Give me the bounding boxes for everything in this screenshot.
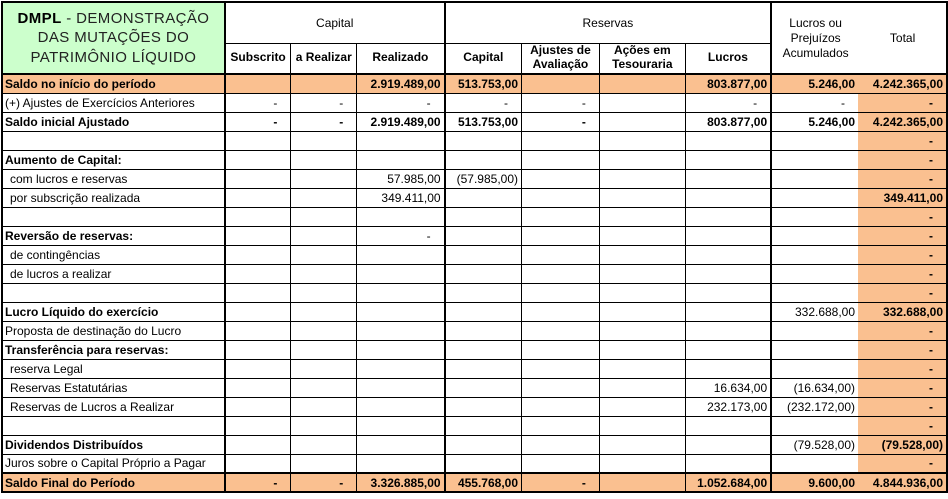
cell-total: - bbox=[858, 169, 947, 188]
cell-lucros bbox=[685, 435, 771, 454]
cell-subscrito bbox=[225, 302, 291, 321]
cell-acoes-tesouraria bbox=[599, 207, 685, 226]
cell-lucros-prejuizos-acumulados bbox=[771, 416, 858, 435]
cell-reservas-capital bbox=[445, 264, 522, 283]
row-label: de contingências bbox=[2, 245, 225, 264]
cell-lucros-prejuizos-acumulados bbox=[771, 454, 858, 473]
cell-lucros-prejuizos-acumulados bbox=[771, 245, 858, 264]
cell-realizado bbox=[357, 150, 445, 169]
cell-lucros bbox=[685, 226, 771, 245]
cell-ajustes-avaliacao: - bbox=[522, 93, 600, 112]
cell-reservas-capital: 513.753,00 bbox=[445, 74, 522, 93]
cell-subscrito bbox=[225, 454, 291, 473]
cell-lucros-prejuizos-acumulados bbox=[771, 283, 858, 302]
cell-ajustes-avaliacao bbox=[522, 397, 600, 416]
row-label: Juros sobre o Capital Próprio a Pagar bbox=[2, 454, 225, 473]
cell-subscrito bbox=[225, 321, 291, 340]
row-label: Saldo Final do Período bbox=[2, 473, 225, 492]
table-row bbox=[2, 359, 947, 378]
cell-lucros bbox=[685, 283, 771, 302]
cell-reservas-capital bbox=[445, 435, 522, 454]
cell-realizado: - bbox=[357, 226, 445, 245]
table-row bbox=[2, 93, 947, 112]
cell-acoes-tesouraria bbox=[599, 169, 685, 188]
cell-lucros: - bbox=[685, 93, 771, 112]
cell-acoes-tesouraria bbox=[599, 150, 685, 169]
cell-ajustes-avaliacao bbox=[522, 340, 600, 359]
table-row bbox=[2, 378, 947, 397]
cell-acoes-tesouraria bbox=[599, 340, 685, 359]
cell-a-realizar bbox=[291, 207, 357, 226]
cell-reservas-capital: 455.768,00 bbox=[445, 473, 522, 492]
cell-reservas-capital: 513.753,00 bbox=[445, 112, 522, 131]
cell-a-realizar bbox=[291, 435, 357, 454]
column-header-lucros: Lucros bbox=[685, 43, 771, 74]
column-group-capital: Capital bbox=[225, 2, 445, 43]
cell-acoes-tesouraria bbox=[599, 74, 685, 93]
cell-lucros-prejuizos-acumulados bbox=[771, 359, 858, 378]
cell-total: - bbox=[858, 378, 947, 397]
cell-lucros-prejuizos-acumulados bbox=[771, 169, 858, 188]
cell-realizado: 2.919.489,00 bbox=[357, 112, 445, 131]
cell-ajustes-avaliacao bbox=[522, 359, 600, 378]
cell-subscrito bbox=[225, 359, 291, 378]
cell-reservas-capital bbox=[445, 302, 522, 321]
cell-ajustes-avaliacao bbox=[522, 150, 600, 169]
cell-lucros-prejuizos-acumulados: 5.246,00 bbox=[771, 112, 858, 131]
cell-ajustes-avaliacao bbox=[522, 283, 600, 302]
cell-acoes-tesouraria bbox=[599, 359, 685, 378]
row-label: por subscrição realizada bbox=[2, 188, 225, 207]
cell-ajustes-avaliacao bbox=[522, 321, 600, 340]
cell-total: - bbox=[858, 150, 947, 169]
cell-reservas-capital bbox=[445, 283, 522, 302]
row-label: Proposta de destinação do Lucro bbox=[2, 321, 225, 340]
cell-a-realizar bbox=[291, 150, 357, 169]
cell-subscrito bbox=[225, 131, 291, 150]
cell-reservas-capital bbox=[445, 131, 522, 150]
cell-realizado bbox=[357, 264, 445, 283]
cell-total: 349.411,00 bbox=[858, 188, 947, 207]
column-header-reservas-capital: Capital bbox=[445, 43, 522, 74]
cell-reservas-capital bbox=[445, 359, 522, 378]
cell-realizado bbox=[357, 302, 445, 321]
cell-subscrito bbox=[225, 207, 291, 226]
column-header-subscrito: Subscrito bbox=[225, 43, 291, 74]
column-header-a-realizar: a Realizar bbox=[291, 43, 357, 74]
cell-acoes-tesouraria bbox=[599, 245, 685, 264]
cell-ajustes-avaliacao bbox=[522, 302, 600, 321]
column-header-lucros-prejuizos-acumulados: Lucros ou Prejuízos Acumulados bbox=[782, 15, 849, 60]
cell-reservas-capital bbox=[445, 207, 522, 226]
cell-realizado bbox=[357, 283, 445, 302]
table-row bbox=[2, 112, 947, 131]
table-row bbox=[2, 226, 947, 245]
cell-lucros-prejuizos-acumulados: 332.688,00 bbox=[771, 302, 858, 321]
cell-total: 4.844.936,00 bbox=[858, 473, 947, 492]
table-row bbox=[2, 435, 947, 454]
cell-subscrito bbox=[225, 245, 291, 264]
table-row bbox=[2, 169, 947, 188]
cell-lucros bbox=[685, 131, 771, 150]
cell-a-realizar bbox=[291, 188, 357, 207]
cell-reservas-capital bbox=[445, 378, 522, 397]
table-row bbox=[2, 454, 947, 473]
table-row bbox=[2, 321, 947, 340]
table-row bbox=[2, 245, 947, 264]
cell-ajustes-avaliacao bbox=[522, 169, 600, 188]
cell-total: - bbox=[858, 93, 947, 112]
cell-ajustes-avaliacao bbox=[522, 131, 600, 150]
row-label: reserva Legal bbox=[2, 359, 225, 378]
table-row bbox=[2, 131, 947, 150]
cell-lucros bbox=[685, 169, 771, 188]
cell-lucros-prejuizos-acumulados bbox=[771, 340, 858, 359]
cell-realizado bbox=[357, 378, 445, 397]
cell-reservas-capital bbox=[445, 397, 522, 416]
cell-lucros: 232.173,00 bbox=[685, 397, 771, 416]
table-row bbox=[2, 264, 947, 283]
statement-title-line1: - DEMONSTRAÇÃO bbox=[61, 9, 210, 27]
cell-subscrito: - bbox=[225, 93, 291, 112]
cell-lucros-prejuizos-acumulados: (79.528,00) bbox=[771, 435, 858, 454]
cell-acoes-tesouraria bbox=[599, 93, 685, 112]
table-row bbox=[2, 340, 947, 359]
cell-realizado: 57.985,00 bbox=[357, 169, 445, 188]
cell-reservas-capital: - bbox=[445, 93, 522, 112]
cell-lucros bbox=[685, 416, 771, 435]
cell-lucros-prejuizos-acumulados: - bbox=[771, 93, 858, 112]
column-header-realizado: Realizado bbox=[357, 43, 445, 74]
row-label: Saldo inicial Ajustado bbox=[2, 112, 225, 131]
row-label: Dividendos Distribuídos bbox=[2, 435, 225, 454]
table-row bbox=[2, 416, 947, 435]
cell-realizado: 3.326.885,00 bbox=[357, 473, 445, 492]
cell-realizado: 349.411,00 bbox=[357, 188, 445, 207]
cell-total: (79.528,00) bbox=[858, 435, 947, 454]
cell-subscrito bbox=[225, 378, 291, 397]
table-row bbox=[2, 473, 947, 492]
cell-subscrito: - bbox=[225, 112, 291, 131]
cell-lucros-prejuizos-acumulados: (16.634,00) bbox=[771, 378, 858, 397]
cell-lucros: 1.052.684,00 bbox=[685, 473, 771, 492]
row-label bbox=[2, 131, 225, 150]
row-label: Lucro Líquido do exercício bbox=[2, 302, 225, 321]
group-header-row bbox=[2, 2, 947, 43]
table-row bbox=[2, 74, 947, 93]
cell-lucros bbox=[685, 359, 771, 378]
dmpl-statement-table bbox=[1, 1, 948, 493]
cell-ajustes-avaliacao bbox=[522, 226, 600, 245]
cell-ajustes-avaliacao: - bbox=[522, 112, 600, 131]
cell-ajustes-avaliacao bbox=[522, 74, 600, 93]
cell-acoes-tesouraria bbox=[599, 454, 685, 473]
cell-a-realizar: - bbox=[291, 93, 357, 112]
cell-lucros bbox=[685, 340, 771, 359]
cell-realizado bbox=[357, 131, 445, 150]
cell-a-realizar bbox=[291, 226, 357, 245]
cell-lucros: 16.634,00 bbox=[685, 378, 771, 397]
row-label: Transferência para reservas: bbox=[2, 340, 225, 359]
cell-lucros-prejuizos-acumulados: 9.600,00 bbox=[771, 473, 858, 492]
table-row bbox=[2, 283, 947, 302]
cell-acoes-tesouraria bbox=[599, 264, 685, 283]
cell-total: - bbox=[858, 397, 947, 416]
cell-reservas-capital bbox=[445, 416, 522, 435]
cell-realizado bbox=[357, 340, 445, 359]
cell-acoes-tesouraria bbox=[599, 321, 685, 340]
column-header-total: Total bbox=[889, 31, 916, 45]
cell-realizado: 2.919.489,00 bbox=[357, 74, 445, 93]
row-label bbox=[2, 283, 225, 302]
cell-a-realizar bbox=[291, 302, 357, 321]
column-header-acoes-tesouraria: Ações em Tesouraria bbox=[599, 43, 685, 74]
row-label bbox=[2, 416, 225, 435]
row-label: com lucros e reservas bbox=[2, 169, 225, 188]
cell-lucros bbox=[685, 207, 771, 226]
table-row bbox=[2, 150, 947, 169]
cell-a-realizar bbox=[291, 131, 357, 150]
cell-realizado: - bbox=[357, 93, 445, 112]
cell-realizado bbox=[357, 321, 445, 340]
cell-ajustes-avaliacao bbox=[522, 416, 600, 435]
cell-reservas-capital bbox=[445, 226, 522, 245]
cell-total: - bbox=[858, 207, 947, 226]
cell-acoes-tesouraria bbox=[599, 226, 685, 245]
table-row bbox=[2, 207, 947, 226]
row-label: Reservas de Lucros a Realizar bbox=[2, 397, 225, 416]
cell-subscrito bbox=[225, 150, 291, 169]
cell-realizado bbox=[357, 435, 445, 454]
cell-lucros-prejuizos-acumulados bbox=[771, 188, 858, 207]
cell-lucros bbox=[685, 264, 771, 283]
cell-reservas-capital bbox=[445, 150, 522, 169]
cell-a-realizar: - bbox=[291, 112, 357, 131]
cell-acoes-tesouraria bbox=[599, 378, 685, 397]
cell-reservas-capital bbox=[445, 188, 522, 207]
cell-subscrito bbox=[225, 74, 291, 93]
cell-realizado bbox=[357, 245, 445, 264]
cell-ajustes-avaliacao bbox=[522, 245, 600, 264]
cell-total: 4.242.365,00 bbox=[858, 112, 947, 131]
cell-subscrito bbox=[225, 416, 291, 435]
cell-reservas-capital bbox=[445, 321, 522, 340]
cell-lucros-prejuizos-acumulados: 5.246,00 bbox=[771, 74, 858, 93]
cell-ajustes-avaliacao bbox=[522, 378, 600, 397]
cell-subscrito bbox=[225, 188, 291, 207]
cell-total: - bbox=[858, 131, 947, 150]
cell-ajustes-avaliacao bbox=[522, 188, 600, 207]
cell-realizado bbox=[357, 359, 445, 378]
cell-lucros bbox=[685, 245, 771, 264]
cell-lucros-prejuizos-acumulados: (232.172,00) bbox=[771, 397, 858, 416]
cell-total: 4.242.365,00 bbox=[858, 74, 947, 93]
cell-acoes-tesouraria bbox=[599, 131, 685, 150]
cell-lucros-prejuizos-acumulados bbox=[771, 264, 858, 283]
cell-realizado bbox=[357, 416, 445, 435]
cell-acoes-tesouraria bbox=[599, 416, 685, 435]
cell-ajustes-avaliacao bbox=[522, 435, 600, 454]
cell-lucros bbox=[685, 321, 771, 340]
cell-a-realizar bbox=[291, 264, 357, 283]
cell-subscrito: - bbox=[225, 473, 291, 492]
statement-title-line3: PATRIMÔNIO LÍQUIDO bbox=[30, 48, 197, 66]
cell-subscrito bbox=[225, 283, 291, 302]
column-group-reservas: Reservas bbox=[445, 2, 772, 43]
cell-lucros: 803.877,00 bbox=[685, 74, 771, 93]
row-label bbox=[2, 207, 225, 226]
cell-total: - bbox=[858, 245, 947, 264]
cell-a-realizar bbox=[291, 454, 357, 473]
row-label: Reversão de reservas: bbox=[2, 226, 225, 245]
cell-a-realizar bbox=[291, 169, 357, 188]
column-header-ajustes-avaliacao: Ajustes de Avaliação bbox=[522, 43, 600, 74]
row-label: Saldo no início do período bbox=[2, 74, 225, 93]
cell-subscrito bbox=[225, 264, 291, 283]
cell-a-realizar bbox=[291, 283, 357, 302]
row-label: (+) Ajustes de Exercícios Anteriores bbox=[2, 93, 225, 112]
cell-total: - bbox=[858, 264, 947, 283]
cell-ajustes-avaliacao bbox=[522, 264, 600, 283]
header-acumulados-total-cell bbox=[771, 2, 947, 74]
cell-acoes-tesouraria bbox=[599, 283, 685, 302]
statement-title-line2: DAS MUTAÇÕES DO bbox=[37, 29, 190, 47]
cell-reservas-capital bbox=[445, 340, 522, 359]
cell-lucros-prejuizos-acumulados bbox=[771, 321, 858, 340]
table-row bbox=[2, 397, 947, 416]
cell-lucros-prejuizos-acumulados bbox=[771, 131, 858, 150]
cell-total: 332.688,00 bbox=[858, 302, 947, 321]
table-body bbox=[2, 74, 947, 492]
statement-acronym: DMPL bbox=[17, 9, 62, 27]
cell-lucros bbox=[685, 188, 771, 207]
cell-reservas-capital: (57.985,00) bbox=[445, 169, 522, 188]
table-row bbox=[2, 302, 947, 321]
cell-ajustes-avaliacao bbox=[522, 207, 600, 226]
cell-acoes-tesouraria bbox=[599, 112, 685, 131]
cell-total: - bbox=[858, 454, 947, 473]
cell-total: - bbox=[858, 359, 947, 378]
cell-a-realizar bbox=[291, 74, 357, 93]
cell-ajustes-avaliacao: - bbox=[522, 473, 600, 492]
cell-lucros-prejuizos-acumulados bbox=[771, 226, 858, 245]
cell-realizado bbox=[357, 207, 445, 226]
cell-a-realizar bbox=[291, 397, 357, 416]
cell-acoes-tesouraria bbox=[599, 397, 685, 416]
cell-total: - bbox=[858, 283, 947, 302]
cell-subscrito bbox=[225, 397, 291, 416]
cell-ajustes-avaliacao bbox=[522, 454, 600, 473]
cell-acoes-tesouraria bbox=[599, 188, 685, 207]
statement-title bbox=[2, 2, 225, 74]
cell-a-realizar bbox=[291, 378, 357, 397]
cell-subscrito bbox=[225, 169, 291, 188]
table-row bbox=[2, 188, 947, 207]
cell-lucros bbox=[685, 150, 771, 169]
cell-subscrito bbox=[225, 340, 291, 359]
cell-realizado bbox=[357, 454, 445, 473]
cell-lucros: 803.877,00 bbox=[685, 112, 771, 131]
row-label: Reservas Estatutárias bbox=[2, 378, 225, 397]
cell-acoes-tesouraria bbox=[599, 473, 685, 492]
cell-reservas-capital bbox=[445, 245, 522, 264]
cell-lucros bbox=[685, 454, 771, 473]
cell-realizado bbox=[357, 397, 445, 416]
cell-a-realizar bbox=[291, 321, 357, 340]
cell-acoes-tesouraria bbox=[599, 302, 685, 321]
row-label: de lucros a realizar bbox=[2, 264, 225, 283]
row-label: Aumento de Capital: bbox=[2, 150, 225, 169]
cell-total: - bbox=[858, 321, 947, 340]
cell-total: - bbox=[858, 226, 947, 245]
cell-a-realizar bbox=[291, 340, 357, 359]
cell-lucros-prejuizos-acumulados bbox=[771, 207, 858, 226]
cell-total: - bbox=[858, 416, 947, 435]
cell-a-realizar bbox=[291, 245, 357, 264]
cell-a-realizar: - bbox=[291, 473, 357, 492]
cell-a-realizar bbox=[291, 359, 357, 378]
cell-subscrito bbox=[225, 435, 291, 454]
cell-subscrito bbox=[225, 226, 291, 245]
cell-lucros bbox=[685, 302, 771, 321]
cell-reservas-capital bbox=[445, 454, 522, 473]
cell-acoes-tesouraria bbox=[599, 435, 685, 454]
cell-total: - bbox=[858, 340, 947, 359]
cell-lucros-prejuizos-acumulados bbox=[771, 150, 858, 169]
cell-a-realizar bbox=[291, 416, 357, 435]
